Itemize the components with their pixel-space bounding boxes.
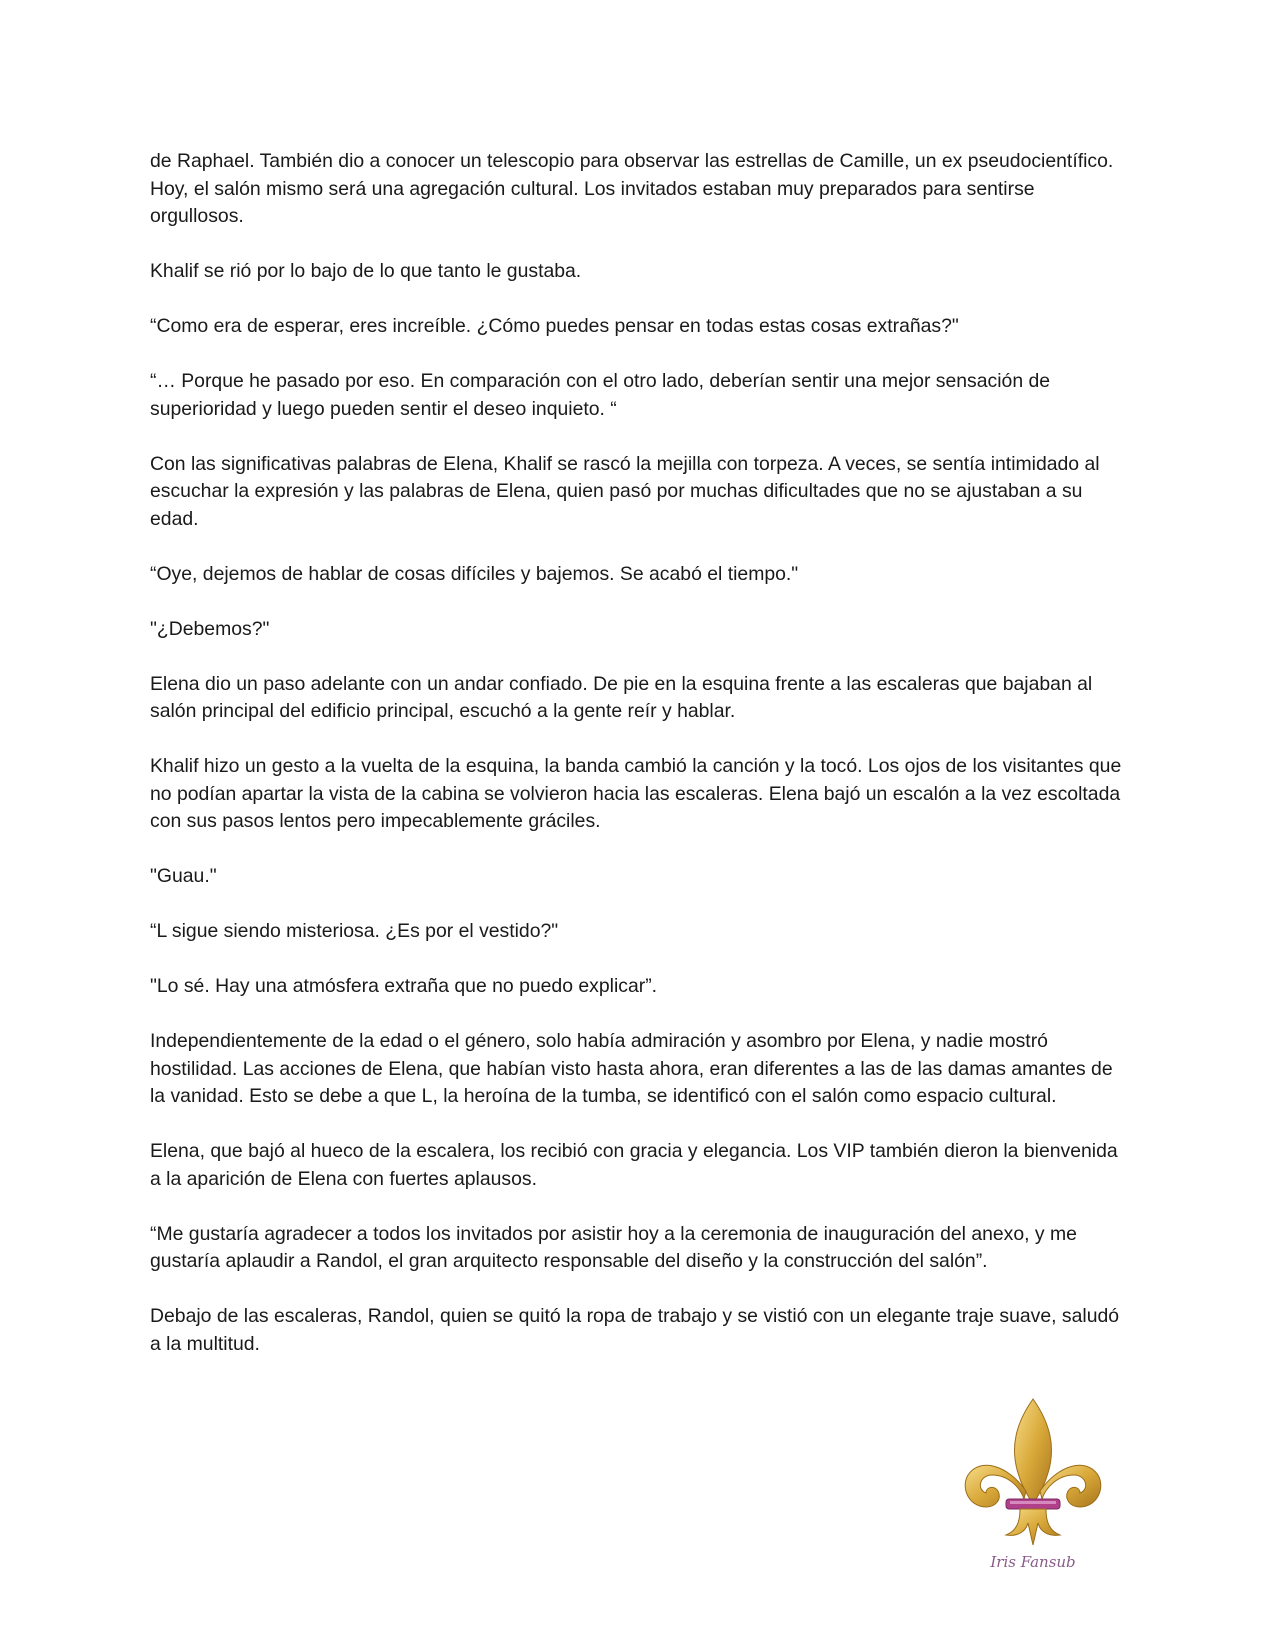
paragraph: Khalif hizo un gesto a la vuelta de la esquina, la banda cambió la canción y la tocó. Los ojos de los visitantes que no podían apartar la vista de la cabina se volvieron hacia las escaleras. Elena bajó un escalón a la vez escoltada con sus pasos lentos pero impecablemente gráciles. xyxy=(150,755,1122,832)
svg-text:Iris Fansub: Iris Fansub xyxy=(990,1553,1076,1571)
fleur-de-lis-icon xyxy=(958,1395,1108,1575)
paragraph: Elena, que bajó al hueco de la escalera, los recibió con gracia y elegancia. Los VIP también dieron la bienvenida a la aparición de Elena con fuertes aplausos. xyxy=(150,1140,1118,1190)
paragraph: “… Porque he pasado por eso. En comparación con el otro lado, deberían sentir una mejor sensación de superioridad y luego pueden sentir el deseo inquieto. “ xyxy=(150,370,1051,420)
paragraph: "Guau." xyxy=(150,865,217,887)
paragraph: de Raphael. También dio a conocer un telescopio para observar las estrellas de Camille, un ex pseudocientífico. Hoy, el salón mismo será una agregación cultural. Los invitados estaban muy preparados para sentirse orgullosos. xyxy=(150,150,1114,227)
paragraph: Khalif se rió por lo bajo de lo que tanto le gustaba. xyxy=(150,260,582,282)
paragraph: Con las significativas palabras de Elena, Khalif se rascó la mejilla con torpeza. A veces, se sentía intimidado al escuchar la expresión y las palabras de Elena, quien pasó por muchas dificultades que no se ajustaban a su edad. xyxy=(150,452,1100,530)
fansub-logo xyxy=(958,1395,1108,1575)
paragraph: “Me gustaría agradecer a todos los invitados por asistir hoy a la ceremonia de inauguración del anexo, y me gustaría aplaudir a Randol, el gran arquitecto responsable del diseño y la construcción del salón”. xyxy=(150,1222,1077,1272)
paragraph: “Como era de esperar, eres increíble. ¿Cómo puedes pensar en todas estas cosas extrañas?" xyxy=(150,315,959,337)
paragraph: “Oye, dejemos de hablar de cosas difíciles y bajemos. Se acabó el tiempo." xyxy=(150,562,799,585)
paragraph: "Lo sé. Hay una atmósfera extraña que no puedo explicar”. xyxy=(150,975,658,997)
paragraph: Elena dio un paso adelante con un andar confiado. De pie en la esquina frente a las escaleras que bajaban al salón principal del edificio principal, escuchó a la gente reír y hablar. xyxy=(150,672,1093,722)
paragraph: "¿Debemos?" xyxy=(150,617,270,640)
paragraph: Debajo de las escaleras, Randol, quien se quitó la ropa de trabajo y se vistió con un elegante traje suave, saludó a la multitud. xyxy=(150,1305,1120,1355)
document-body xyxy=(150,148,1130,1386)
paragraph: Independientemente de la edad o el género, solo había admiración y asombro por Elena, y nadie mostró hostilidad. Las acciones de Elena, que habían visto hasta ahora, eran diferentes a las de las damas amantes de la vanidad. Esto se debe a que L, la heroína de la tumba, se identificó con el salón como espacio cultural. xyxy=(150,1030,1113,1107)
paragraph: “L sigue siendo misteriosa. ¿Es por el vestido?" xyxy=(150,920,559,942)
